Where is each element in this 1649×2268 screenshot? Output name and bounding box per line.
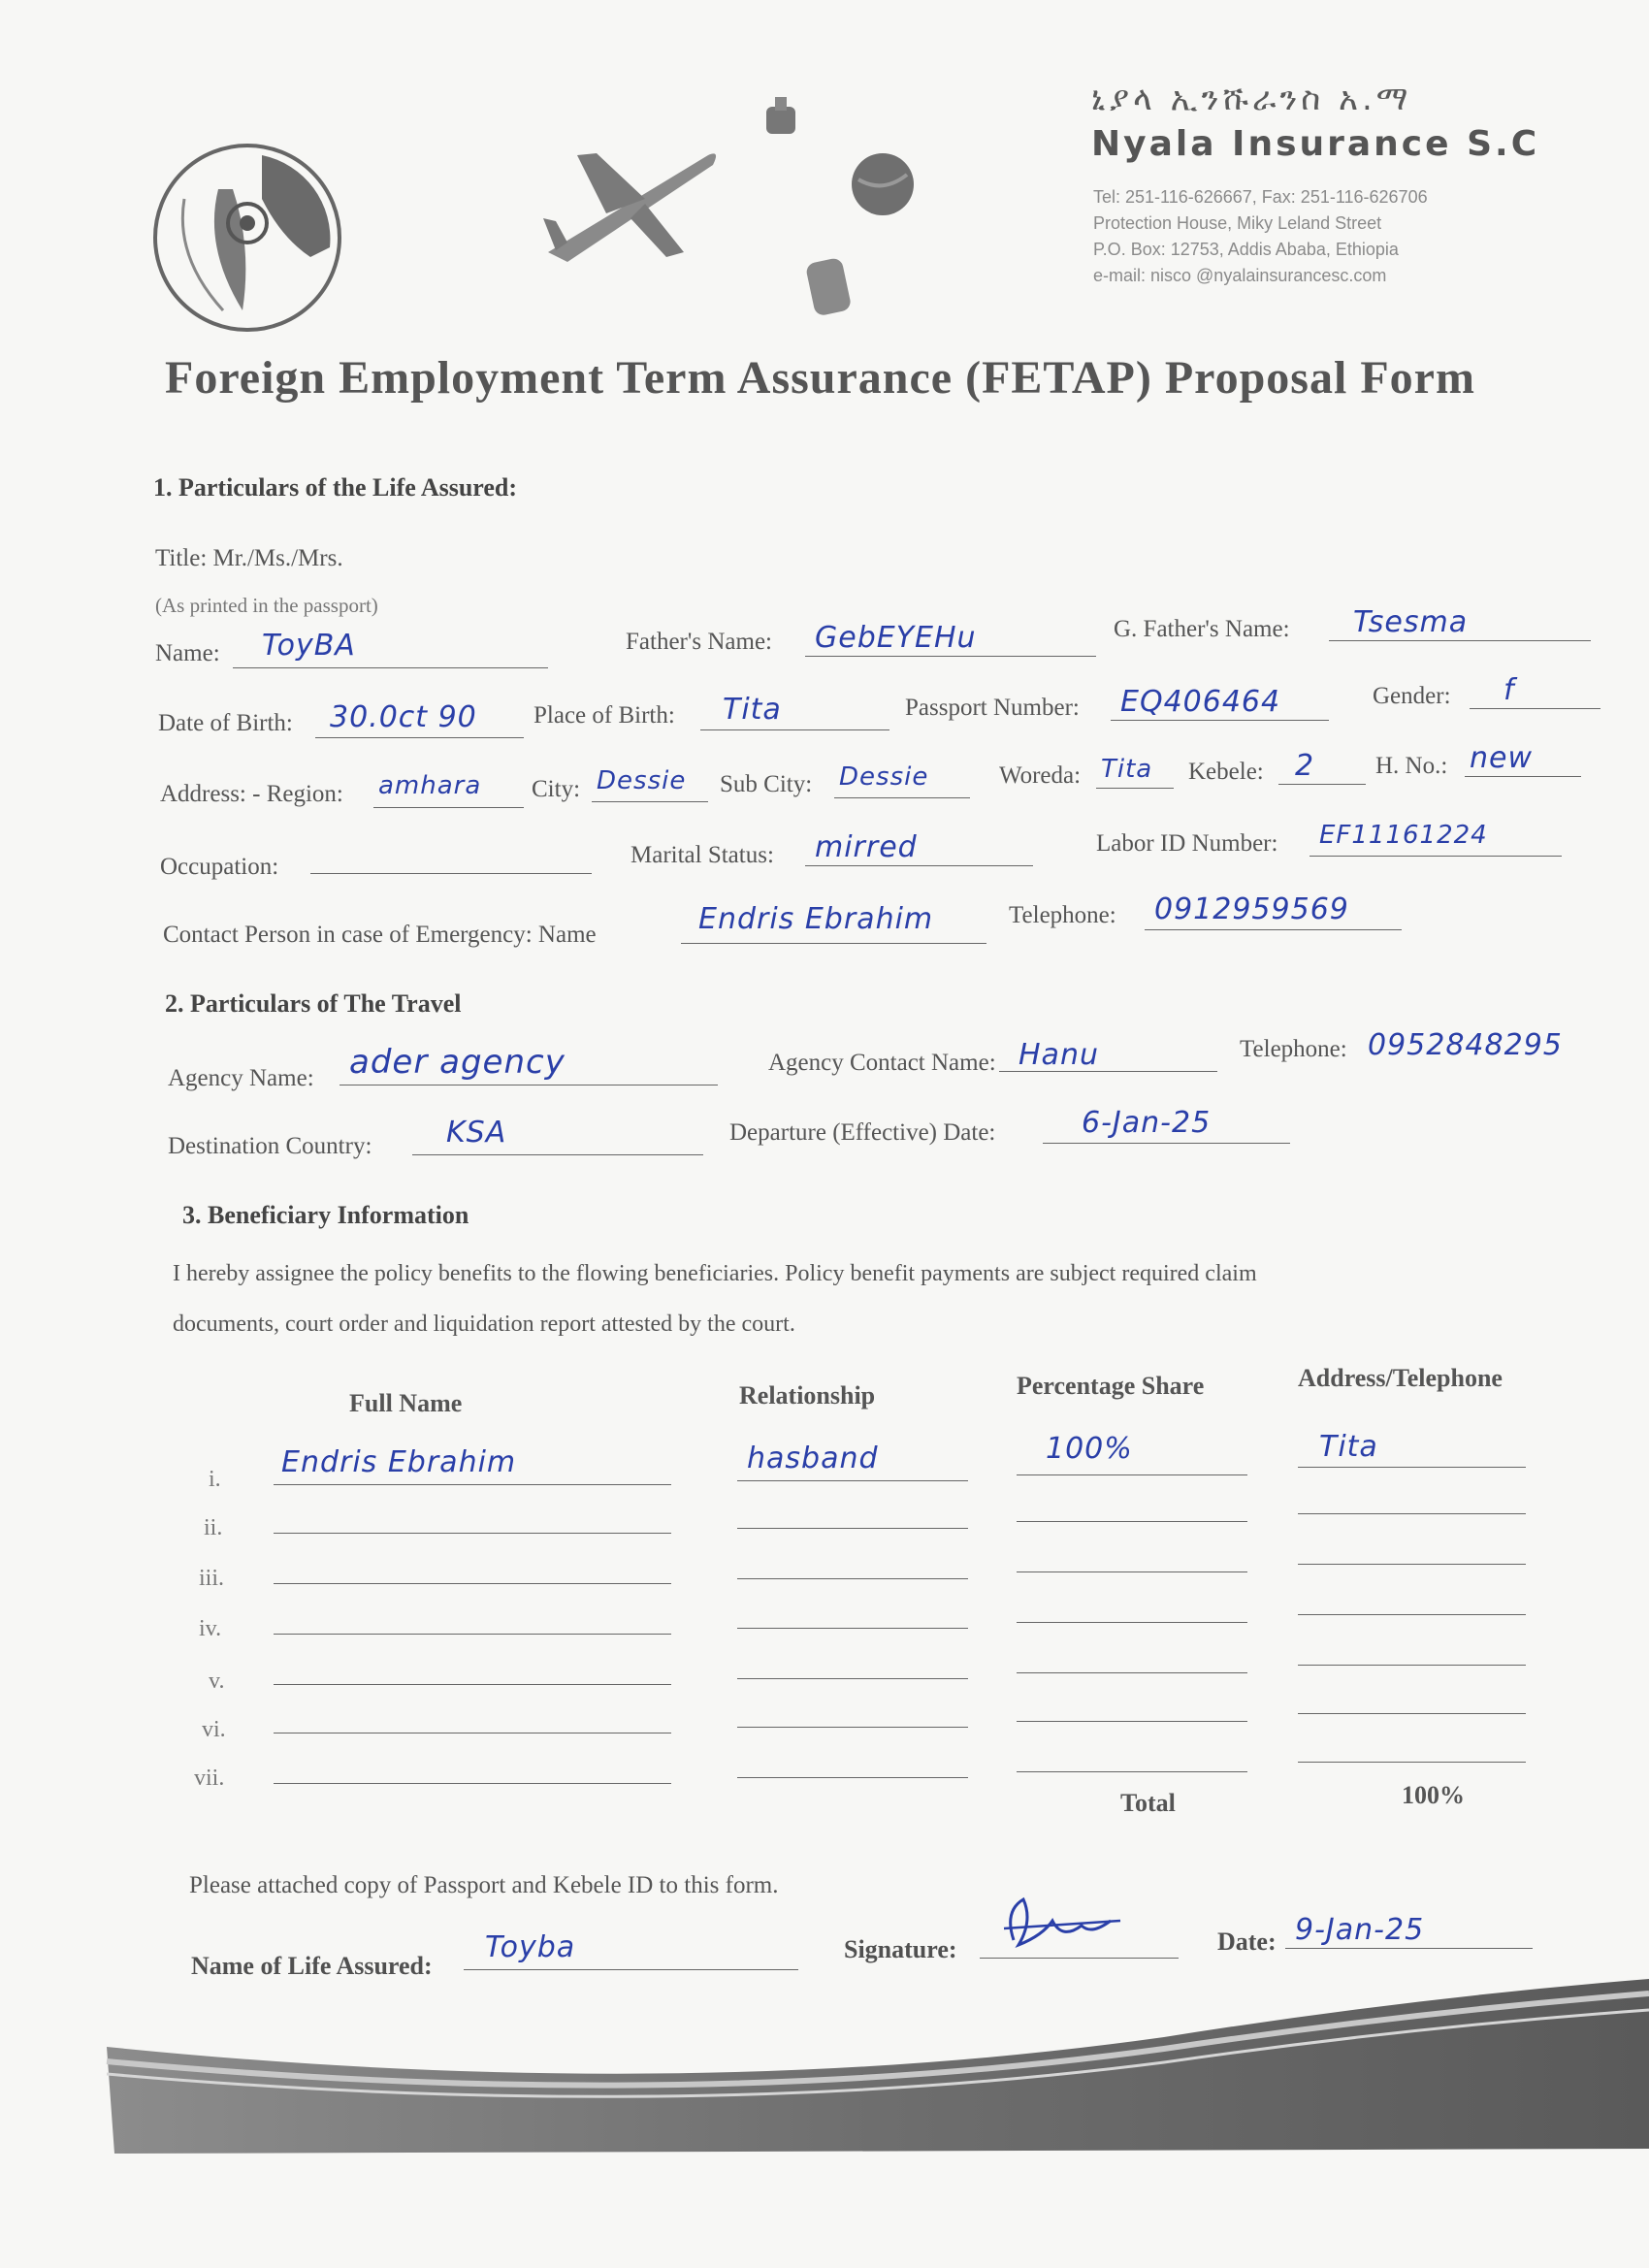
emergency-telephone-label: Telephone: (1009, 902, 1116, 928)
labor-id-value[interactable]: EF11161224 (1319, 821, 1488, 850)
gfather-name-line (1329, 640, 1591, 641)
relationship-cell-line (737, 1777, 968, 1778)
percentage-cell-line (1017, 1571, 1247, 1572)
passport-note: (As printed in the passport) (155, 594, 378, 617)
percentage-cell-line (1017, 1721, 1247, 1722)
woreda-value[interactable]: Tita (1101, 755, 1153, 784)
name-cell-line (274, 1684, 671, 1685)
subcity-line (834, 797, 970, 798)
region-value[interactable]: amhara (378, 771, 482, 800)
col-address-telephone: Address/Telephone (1298, 1364, 1503, 1392)
kebele-label: Kebele: (1188, 759, 1264, 785)
gender-value[interactable]: f (1504, 673, 1515, 707)
percentage-cell-line (1017, 1521, 1247, 1522)
date-line (1285, 1948, 1533, 1949)
assured-name-value[interactable]: Toyba (485, 1930, 576, 1964)
name-cell-line (274, 1533, 671, 1534)
city-label: City: (532, 776, 581, 802)
pob-line (700, 729, 889, 730)
destination-country-line (412, 1154, 703, 1155)
date-value[interactable]: 9-Jan-25 (1295, 1913, 1425, 1947)
signature[interactable] (994, 1892, 1130, 1960)
marital-status-label: Marital Status: (630, 842, 774, 868)
hno-label: H. No.: (1375, 753, 1448, 779)
agency-contact-value[interactable]: Hanu (1018, 1038, 1099, 1072)
relationship-cell-line (737, 1578, 968, 1579)
emergency-telephone-line (1145, 929, 1402, 930)
address-cell-line (1298, 1614, 1526, 1615)
attach-note: Please attached copy of Passport and Kebele ID to this form. (189, 1872, 779, 1898)
gfather-name-value[interactable]: Tsesma (1353, 605, 1469, 639)
dob-value[interactable]: 30.0ct 90 (330, 700, 477, 734)
signature-label: Signature: (844, 1935, 957, 1963)
beneficiary-relationship[interactable]: hasband (747, 1442, 879, 1475)
dob-label: Date of Birth: (158, 710, 293, 736)
gender-label: Gender: (1373, 683, 1451, 709)
date-label: Date: (1217, 1928, 1277, 1956)
occupation-label: Occupation: (160, 854, 279, 880)
emergency-telephone-value[interactable]: 0912959569 (1154, 892, 1349, 926)
airplane-icon (538, 136, 723, 272)
total-label: Total (1120, 1789, 1176, 1817)
relationship-cell-line (737, 1480, 968, 1481)
departure-date-value[interactable]: 6-Jan-25 (1082, 1106, 1212, 1140)
company-address: Protection House, Miky Leland Street (1093, 213, 1382, 233)
col-relationship: Relationship (739, 1381, 876, 1409)
labor-id-label: Labor ID Number: (1096, 830, 1278, 857)
agency-telephone-value[interactable]: 0952848295 (1368, 1028, 1563, 1062)
agency-telephone-label: Telephone: (1240, 1036, 1347, 1062)
title-label: Title: Mr./Ms./Mrs. (155, 545, 343, 571)
relationship-cell-line (737, 1628, 968, 1629)
relationship-cell-line (737, 1678, 968, 1679)
father-name-value[interactable]: GebEYEHu (815, 621, 977, 655)
hno-line (1465, 776, 1581, 777)
gfather-name-label: G. Father's Name: (1114, 616, 1290, 642)
father-name-line (805, 656, 1096, 657)
row-number: iii. (199, 1566, 225, 1591)
percentage-cell-line (1017, 1672, 1247, 1673)
total-value: 100% (1402, 1781, 1465, 1809)
beneficiary-name[interactable]: Endris Ebrahim (281, 1445, 517, 1479)
company-email: e-mail: nisco @nyalainsurancesc.com (1093, 266, 1387, 285)
agency-name-value[interactable]: ader agency (349, 1043, 566, 1082)
name-cell-line (274, 1783, 671, 1784)
emergency-contact-value[interactable]: Endris Ebrahim (698, 902, 934, 936)
labor-id-line (1310, 856, 1562, 857)
address-cell-line (1298, 1762, 1526, 1763)
dob-line (315, 737, 524, 738)
gender-line (1470, 708, 1600, 709)
address-cell-line (1298, 1467, 1526, 1468)
emergency-contact-line (681, 943, 986, 944)
region-line (373, 807, 524, 808)
destination-country-label: Destination Country: (168, 1133, 372, 1159)
marital-status-line (805, 865, 1033, 866)
beneficiary-percentage[interactable]: 100% (1046, 1432, 1133, 1466)
agency-contact-label: Agency Contact Name: (768, 1050, 996, 1076)
kebele-line (1278, 784, 1366, 785)
beneficiary-address[interactable]: Tita (1319, 1430, 1378, 1464)
company-tel: Tel: 251-116-626667, Fax: 251-116-626706 (1093, 187, 1428, 207)
percentage-cell-line (1017, 1622, 1247, 1623)
row-number: v. (209, 1669, 225, 1694)
name-cell-line (274, 1634, 671, 1635)
name-value[interactable]: ToyBA (262, 629, 356, 663)
emergency-contact-label: Contact Person in case of Emergency: Name (163, 922, 597, 948)
departure-date-line (1043, 1143, 1290, 1144)
company-name-amharic: ኒያላ ኢንሹራንስ አ.ማ (1091, 80, 1412, 118)
row-number: vii. (194, 1766, 225, 1791)
passport-number-label: Passport Number: (905, 695, 1080, 721)
woreda-label: Woreda: (999, 762, 1082, 789)
subcity-label: Sub City: (720, 771, 813, 797)
region-label: Address: - Region: (160, 781, 343, 807)
col-full-name: Full Name (349, 1389, 463, 1417)
father-name-label: Father's Name: (626, 629, 772, 655)
company-logo (146, 141, 359, 335)
address-cell-line (1298, 1564, 1526, 1565)
percentage-cell-line (1017, 1474, 1247, 1475)
marital-status-value[interactable]: mirred (815, 830, 918, 864)
departure-date-label: Departure (Effective) Date: (729, 1119, 996, 1146)
city-line (592, 801, 708, 802)
company-po-box: P.O. Box: 12753, Addis Ababa, Ethiopia (1093, 240, 1399, 259)
medical-icon (761, 92, 800, 141)
section2-heading: 2. Particulars of The Travel (165, 989, 462, 1018)
section3-heading: 3. Beneficiary Information (182, 1201, 469, 1229)
name-cell-line (274, 1484, 671, 1485)
agency-name-label: Agency Name: (168, 1065, 314, 1091)
address-cell-line (1298, 1513, 1526, 1514)
section1-heading: 1. Particulars of the Life Assured: (153, 473, 518, 502)
row-number: ii. (204, 1515, 223, 1540)
luggage-icon (805, 252, 854, 320)
row-number: i. (209, 1467, 221, 1492)
assured-name-label: Name of Life Assured: (191, 1952, 433, 1980)
kebele-value[interactable]: 2 (1295, 749, 1315, 783)
assignment-paragraph-line1: I hereby assignee the policy benefits to the flowing beneficiaries. Policy benefit payments are subject required claim (173, 1261, 1257, 1286)
name-label: Name: (155, 640, 220, 666)
decorative-wave-band (0, 1960, 1649, 2173)
pob-label: Place of Birth: (534, 702, 675, 729)
name-line (233, 667, 548, 668)
percentage-cell-line (1017, 1771, 1247, 1772)
passport-number-line (1111, 720, 1329, 721)
pob-value[interactable]: Tita (723, 693, 782, 727)
city-value[interactable]: Dessie (597, 766, 687, 795)
relationship-cell-line (737, 1528, 968, 1529)
destination-country-value[interactable]: KSA (446, 1116, 507, 1150)
form-title: Foreign Employment Term Assurance (FETAP) Proposal Form (165, 352, 1475, 404)
row-number: iv. (199, 1616, 222, 1641)
company-name: Nyala Insurance S.C (1091, 124, 1540, 164)
col-percentage-share: Percentage Share (1017, 1372, 1205, 1400)
passport-number-value[interactable]: EQ406464 (1120, 685, 1281, 719)
row-number: vi. (202, 1717, 226, 1742)
address-cell-line (1298, 1665, 1526, 1666)
name-cell-line (274, 1583, 671, 1584)
hno-value[interactable]: new (1470, 741, 1534, 775)
woreda-line (1096, 788, 1174, 789)
relationship-cell-line (737, 1727, 968, 1728)
globe-icon (849, 150, 917, 218)
occupation-line (310, 873, 592, 874)
subcity-value[interactable]: Dessie (839, 762, 929, 792)
address-cell-line (1298, 1713, 1526, 1714)
assignment-paragraph-line2: documents, court order and liquidation report attested by the court. (173, 1312, 795, 1337)
